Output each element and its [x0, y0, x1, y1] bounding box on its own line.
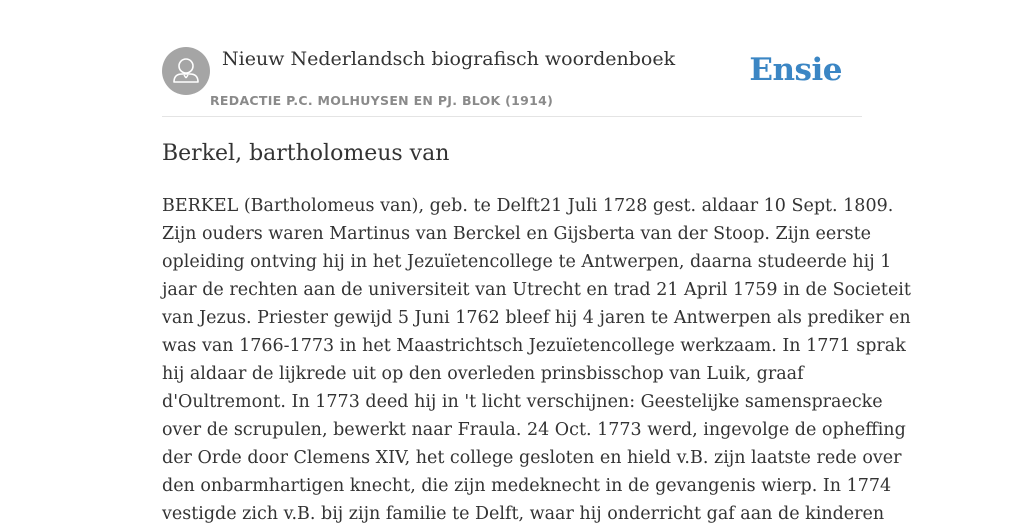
author-avatar[interactable] — [162, 47, 210, 95]
body-line: over de scrupulen, bewerkt naar Fraula. 24 Oct. 1773 werd, ingevolge de opheffing — [162, 420, 906, 440]
body-line: d'Oultremont. In 1773 deed hij in 't licht verschijnen: Geestelijke samenspraecke — [162, 392, 883, 412]
book-title[interactable]: Nieuw Nederlandsch biografisch woordenboek — [222, 48, 676, 70]
body-line: den onbarmhartigen knecht, die zijn medeknecht in de gevangenis wierp. In 1774 — [162, 476, 892, 496]
body-line: van Jezus. Priester gewijd 5 Juni 1762 bleef hij 4 jaren te Antwerpen als prediker en — [162, 308, 911, 328]
body-line: Zijn ouders waren Martinus van Berckel en Gijsberta van der Stoop. Zijn eerste — [162, 224, 871, 244]
editors-caption: REDACTIE P.C. MOLHUYSEN EN PJ. BLOK (1914) — [210, 93, 554, 108]
entry-body — [162, 192, 911, 528]
entry-title: Berkel, bartholomeus van — [162, 141, 450, 166]
body-line: was van 1766-1773 in het Maastrichtsch Jezuïetencollege werkzaam. In 1771 sprak — [162, 336, 906, 356]
body-line: der Orde door Clemens XIV, het college gesloten en hield v.B. zijn laatste rede over — [162, 448, 902, 468]
body-line: vestigde zich v.B. bij zijn familie te Delft, waar hij onderricht gaf aan de kinderen — [162, 504, 885, 524]
body-line: hij aldaar de lijkrede uit op den overleden prinsbisschop van Luik, graaf — [162, 364, 804, 384]
body-line: BERKEL (Bartholomeus van), geb. te Delft21 Juli 1728 gest. aldaar 10 Sept. 1809. — [162, 196, 894, 216]
ensie-logo[interactable]: Ensie — [749, 52, 842, 88]
user-icon — [162, 47, 210, 95]
body-line: opleiding ontving hij in het Jezuïetencollege te Antwerpen, daarna studeerde hij 1 — [162, 252, 892, 272]
header — [162, 46, 862, 117]
body-line: jaar de rechten aan de universiteit van Utrecht en trad 21 April 1759 in de Societeit — [162, 280, 911, 300]
